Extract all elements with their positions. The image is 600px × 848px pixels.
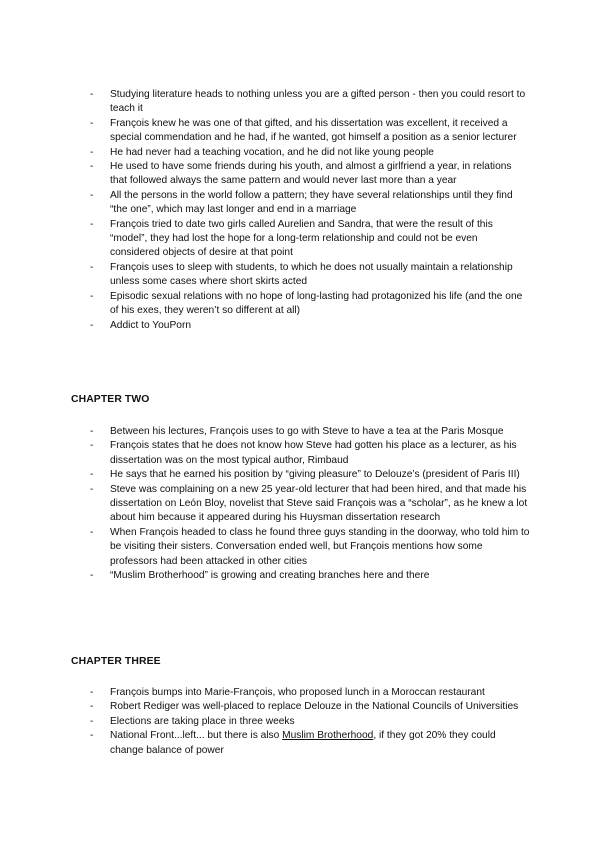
text-segment: National Front...left... but there is also bbox=[110, 730, 283, 742]
list-item: - Between his lectures, François uses to go with Steve to have a tea at the Paris Mosque bbox=[90, 425, 530, 439]
list-item: - When François headed to class he found three guys standing in the doorway, who told him to be visiting their sisters. Conversation ended well, but François mentions how some professors had been attacked in other cities bbox=[90, 526, 530, 569]
list-item: - François bumps into Marie-François, who proposed lunch in a Moroccan restaurant bbox=[90, 686, 530, 700]
text-segment: , if they got 20% they could change balance of power bbox=[110, 730, 496, 756]
list-item: - François states that he does not know how Steve had gotten his place as a lecturer, as his dissertation was on the most typical author, Rimbaud bbox=[90, 439, 530, 468]
list-item: - He says that he earned his position by “giving pleasure” to Delouze’s (president of Paris III) bbox=[90, 468, 530, 482]
chapter-two-heading: CHAPTER TWO bbox=[71, 394, 150, 405]
list-item: - Addict to YouPorn bbox=[90, 319, 530, 333]
list-item: - Robert Rediger was well-placed to replace Delouze in the National Councils of Universities bbox=[90, 700, 530, 714]
list-item bbox=[90, 729, 530, 758]
list-item: - “Muslim Brotherhood” is growing and creating branches here and there bbox=[90, 569, 530, 583]
list-item: - All the persons in the world follow a pattern; they have several relationships until they find “the one”, which may last longer and end in a marriage bbox=[90, 189, 530, 218]
list-item: - François uses to sleep with students, to which he does not usually maintain a relationship unless some cases where short skirts acted bbox=[90, 261, 530, 290]
list-item: - Studying literature heads to nothing unless you are a gifted person - then you could resort to teach it bbox=[90, 88, 530, 117]
chapter-one-list bbox=[90, 88, 530, 333]
list-item: - He had never had a teaching vocation, and he did not like young people bbox=[90, 146, 530, 160]
underlined-text: Muslim Brotherhood bbox=[282, 730, 374, 742]
list-item: - Episodic sexual relations with no hope of long-lasting had protagonized his life (and the one of his exes, they weren’t so different at all) bbox=[90, 290, 530, 319]
list-item: - Elections are taking place in three weeks bbox=[90, 715, 530, 729]
chapter-three-list bbox=[90, 686, 530, 758]
list-item: - François knew he was one of that gifted, and his dissertation was excellent, it received a special commendation and he had, if he wanted, got himself a position as a senior lecturer bbox=[90, 117, 530, 146]
chapter-three-heading: CHAPTER THREE bbox=[71, 656, 161, 667]
chapter-two-list bbox=[90, 425, 530, 583]
list-item: - François tried to date two girls called Aurelien and Sandra, that were the result of this “model”, they had lost the hope for a long-term relationship and could not be even considered objects of desire at that point bbox=[90, 218, 530, 261]
list-item: - He used to have some friends during his youth, and almost a girlfriend a year, in relations that followed always the same pattern and would never last more than a year bbox=[90, 160, 530, 189]
list-item: - Steve was complaining on a new 25 year-old lecturer that had been hired, and that made his dissertation on León Bloy, novelist that Steve said François was a “scholar”, as he knew a lot about him because it appeared during his Huysman dissertation research bbox=[90, 483, 530, 526]
